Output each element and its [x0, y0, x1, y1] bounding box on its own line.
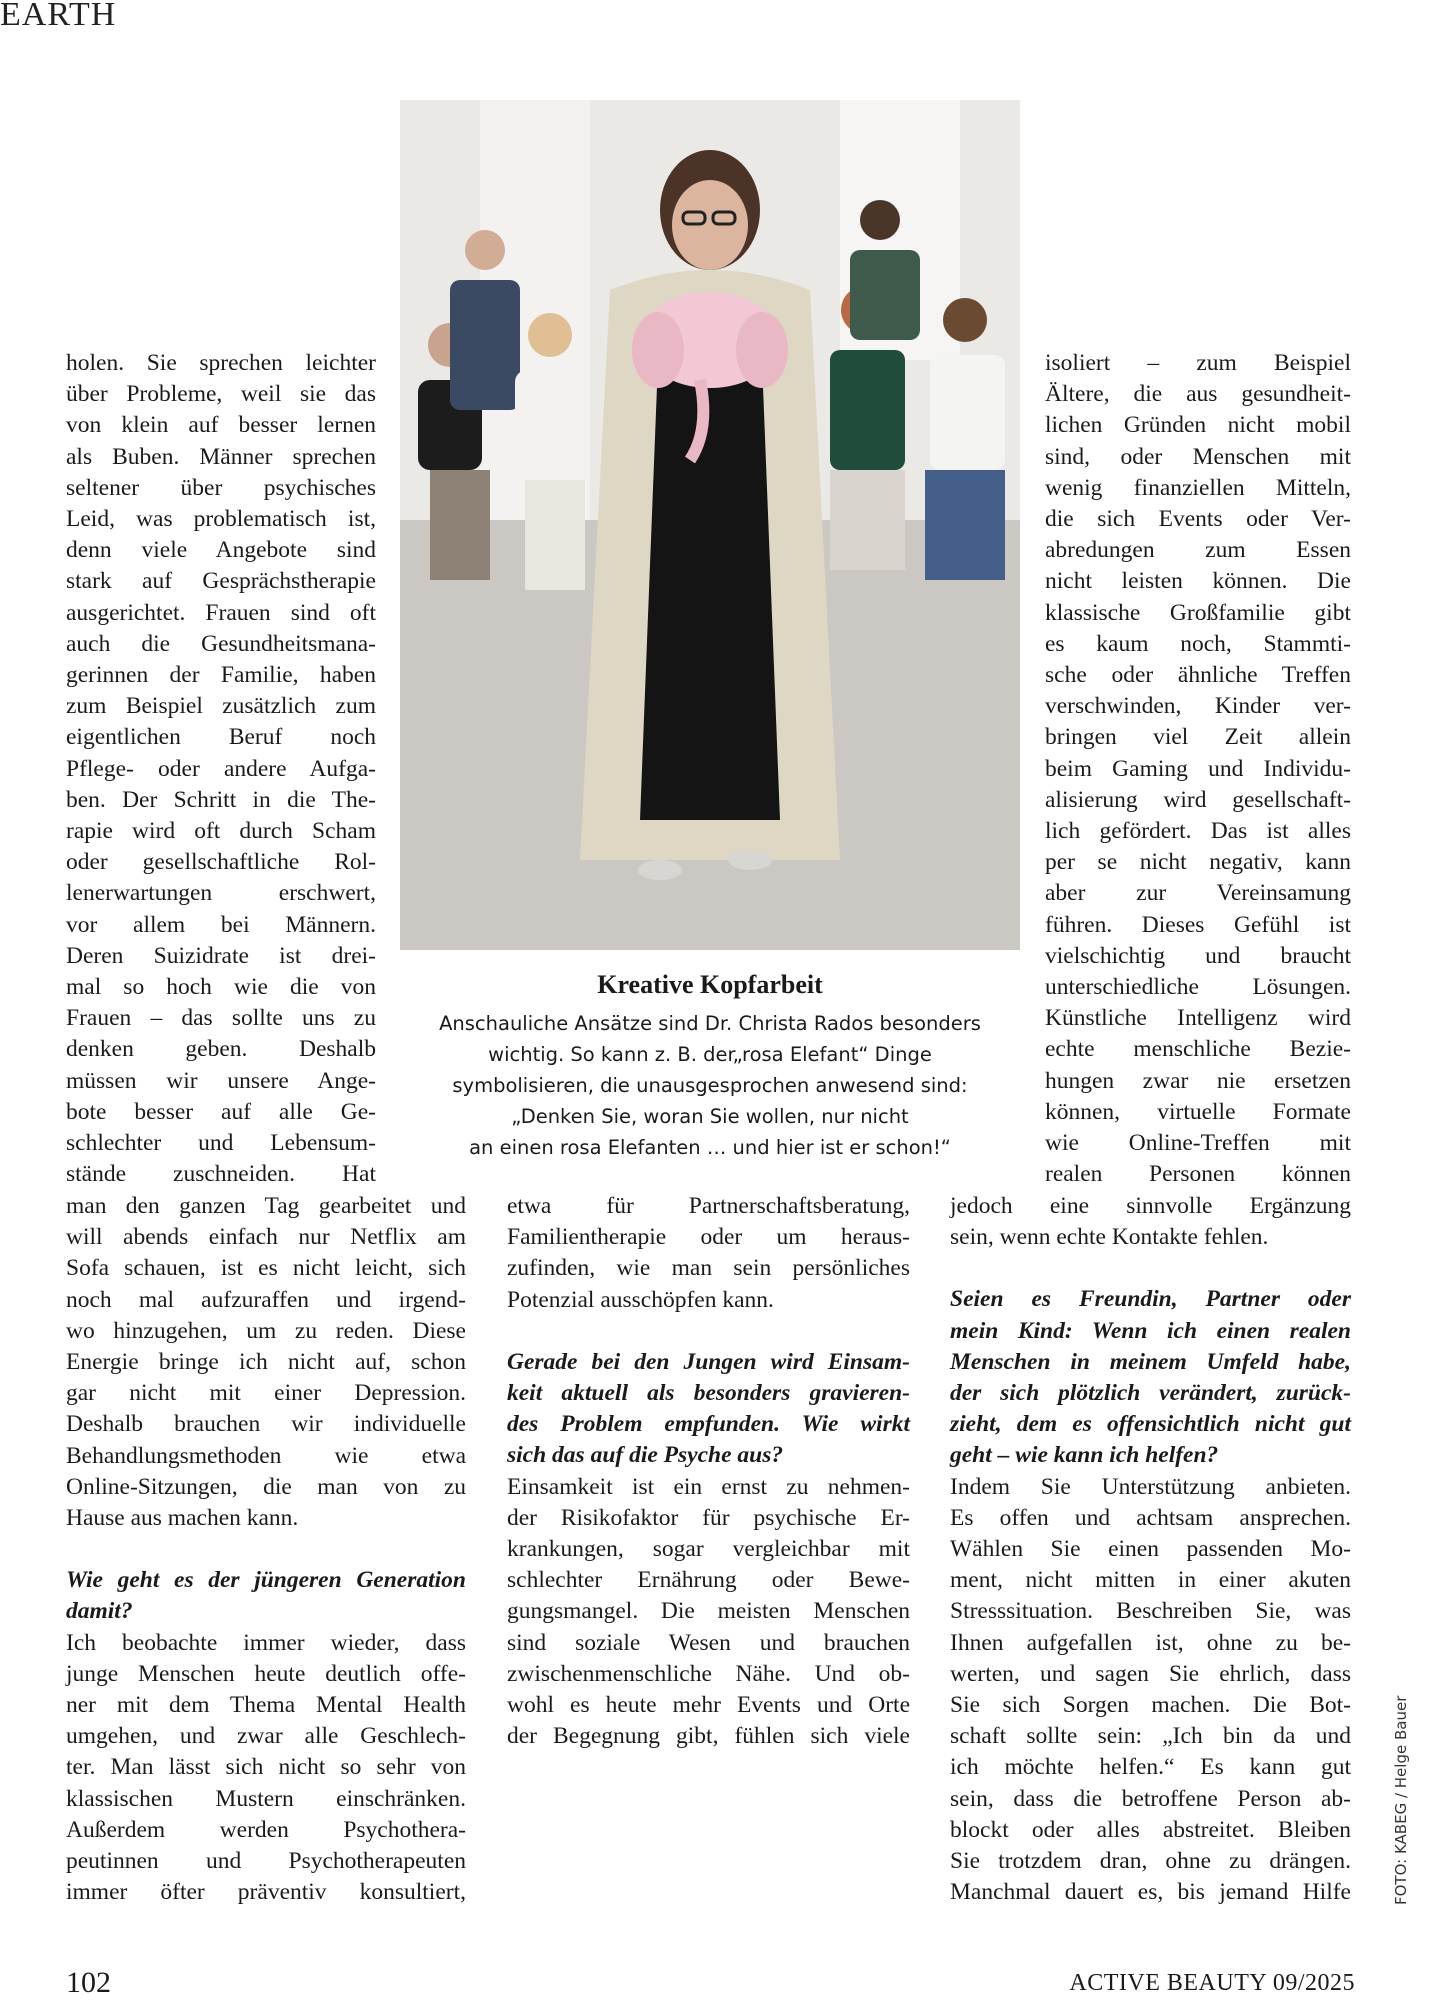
text-line: isoliert – zum Beispiel [1045, 350, 1351, 376]
text-line: denn viele Angebote sind [66, 537, 376, 564]
text-line: Ihnen aufgefallen ist, ohne zu be- [950, 1629, 1351, 1656]
text-line: müssen wir unsere Ange- [66, 1067, 376, 1094]
text-line: sein, wenn echte Kontakte fehlen. [950, 1224, 1269, 1251]
text-line: wohl es heute mehr Events und Orte [507, 1692, 910, 1719]
text-line: oder gesellschaftliche Rol- [66, 849, 376, 876]
text-line: auch die Gesundheitsmana- [66, 630, 376, 657]
text-line: mein Kind: Wenn ich einen realen [950, 1317, 1351, 1344]
text-line: Indem Sie Unterstützung anbieten. [950, 1473, 1351, 1500]
photo-credit: FOTO: KABEG / Helge Bauer [1392, 1695, 1410, 1905]
text-line: gerinnen der Familie, haben [66, 662, 376, 689]
column-2 [507, 1191, 910, 1752]
text-line: rapie wird oft durch Scham [66, 818, 376, 845]
interview-question [950, 1284, 1351, 1471]
text-line: Potenzial ausschöpfen kann. [507, 1286, 774, 1313]
photo-illustration [400, 100, 1020, 950]
text-line: klassischen Mustern einschränken. [66, 1785, 466, 1812]
text-line: per se nicht negativ, kann [1045, 849, 1351, 876]
text-line: werten, und sagen Sie ehrlich, dass [950, 1660, 1351, 1687]
text-line: gar nicht mit einer Depression. [66, 1380, 466, 1407]
text-line: keit aktuell als besonders gravieren- [507, 1380, 910, 1407]
text-line: Behandlungsmethoden wie etwa [66, 1442, 466, 1469]
text-line: Menschen in meinem Umfeld habe, [950, 1348, 1351, 1375]
text-line: etwa für Partnerschaftsberatung, [507, 1193, 910, 1219]
text-line: lenerwartungen erschwert, [66, 880, 376, 907]
text-line: blockt oder alles abstreitet. Bleiben [950, 1816, 1351, 1843]
text-line: über Probleme, weil sie das [66, 381, 376, 408]
text-line: ben. Der Schritt in die The- [66, 786, 376, 813]
text-line: bote besser auf alle Ge- [66, 1098, 376, 1125]
text-line: Es offen und achtsam ansprechen. [950, 1504, 1351, 1531]
text-line: Ich beobachte immer wieder, dass [66, 1629, 466, 1656]
text-line: es kaum noch, Stammti- [1045, 630, 1351, 657]
text-line: Manchmal dauert es, bis jemand Hilfe [950, 1879, 1351, 1906]
text-line: Stresssituation. Beschreiben Sie, was [950, 1598, 1351, 1625]
text-line: alisierung wird gesellschaft- [1045, 786, 1351, 813]
text-line: schaft sollte sein: „Ich bin da und [950, 1723, 1351, 1750]
text-line: zufinden, wie man sein persönliches [507, 1255, 910, 1282]
text-line: Hause aus machen kann. [66, 1505, 299, 1532]
text-line: verschwinden, Kinder ver- [1045, 693, 1351, 720]
text-line: der sich plötzlich verändert, zurück- [950, 1380, 1351, 1407]
text-line: ter. Man lässt sich nicht so sehr von [66, 1754, 466, 1781]
text-line: unterschiedliche Lösungen. [1045, 974, 1351, 1001]
text-line: gungsmangel. Die meisten Menschen [507, 1598, 910, 1625]
text-line: Deshalb brauchen wir individuelle [66, 1411, 466, 1438]
text-line: echte menschliche Bezie- [1045, 1036, 1351, 1063]
text-line: Energie bringe ich nicht auf, schon [66, 1349, 466, 1376]
text-line: denken geben. Deshalb [66, 1036, 376, 1063]
column-3-bottom [950, 1191, 1351, 1908]
column-1-top [66, 348, 376, 1190]
text-line: lich gefördert. Das ist alles [1045, 818, 1351, 845]
text-line: ner mit dem Thema Mental Health [66, 1692, 466, 1719]
text-line: krankungen, sogar vergleichbar mit [507, 1536, 910, 1563]
text-line: Leid, was problematisch ist, [66, 506, 376, 533]
text-line: seltener über psychisches [66, 474, 376, 501]
text-line: man den ganzen Tag gearbeitet und [66, 1193, 466, 1219]
text-line: Deren Suizidrate ist drei- [66, 942, 376, 969]
text-line: Wählen Sie einen passenden Mo- [950, 1536, 1351, 1563]
text-line: holen. Sie sprechen leichter [66, 350, 376, 376]
text-line: zum Beispiel zusätzlich zum [66, 693, 376, 720]
text-line: mal so hoch wie die von [66, 974, 376, 1001]
text-line: wo hinzugehen, um zu reden. Diese [66, 1317, 466, 1344]
caption-line: wichtig. So kann z. B. der„rosa Elefant“ Dinge [488, 1043, 932, 1066]
text-line: will abends einfach nur Netflix am [66, 1224, 466, 1251]
text-line: aber zur Vereinsamung [1045, 880, 1351, 907]
caption-title: Kreative Kopfarbeit [597, 970, 823, 999]
text-line: können, virtuelle Formate [1045, 1098, 1351, 1125]
text-line: Sie sich Sorgen machen. Die Bot- [950, 1692, 1351, 1719]
text-line: der Begegnung gibt, fühlen sich viele [507, 1723, 910, 1750]
column-1-bottom [66, 1191, 466, 1908]
caption-line: symbolisieren, die unausgesprochen anwesend sind: [452, 1074, 968, 1097]
text-line: damit? [66, 1598, 133, 1625]
text-line: ich möchte helfen.“ Es kann gut [950, 1754, 1351, 1781]
text-line: hungen zwar nie ersetzen [1045, 1067, 1351, 1094]
text-line: jedoch eine sinnvolle Ergänzung [950, 1193, 1351, 1219]
text-line: stände zuschneiden. Hat [66, 1161, 376, 1188]
caption-line: Anschauliche Ansätze sind Dr. Christa Rados besonders [439, 1012, 981, 1035]
text-line: Einsamkeit ist ein ernst zu nehmen- [507, 1473, 910, 1500]
text-line: Pflege- oder andere Aufga- [66, 755, 376, 782]
text-line: sich das auf die Psyche aus? [507, 1442, 784, 1469]
text-line: nicht leisten können. Die [1045, 568, 1351, 595]
text-line: der Risikofaktor für psychische Er- [507, 1504, 910, 1531]
text-line: von klein auf besser lernen [66, 412, 376, 439]
text-line: zieht, dem es offensichtlich nicht gut [950, 1411, 1351, 1438]
text-line: Wie geht es der jüngeren Generation [66, 1567, 466, 1594]
text-line: als Buben. Männer sprechen [66, 443, 376, 470]
text-line: sche oder ähnliche Treffen [1045, 662, 1351, 689]
text-line: vielschichtig und braucht [1045, 942, 1351, 969]
text-line: wenig finanziellen Mitteln, [1045, 474, 1351, 501]
text-line: peutinnen und Psychotherapeuten [66, 1848, 466, 1875]
text-line: beim Gaming und Individu- [1045, 755, 1351, 782]
text-line: junge Menschen heute deutlich offe- [66, 1660, 466, 1687]
interview-question [507, 1347, 910, 1472]
text-line: Familientherapie oder um heraus- [507, 1224, 910, 1251]
text-line: geht – wie kann ich helfen? [950, 1442, 1219, 1469]
photo-caption [410, 970, 1010, 1163]
text-line: wie Online-Treffen mit [1045, 1130, 1351, 1157]
text-line: realen Personen können [1045, 1161, 1351, 1188]
caption-line: „Denken Sie, woran Sie wollen, nur nicht [511, 1105, 909, 1128]
magazine-footer: ACTIVE BEAUTY 09/2025 [1069, 1970, 1355, 1996]
text-line: Künstliche Intelligenz wird [1045, 1005, 1351, 1032]
col1-narrow-text [66, 348, 376, 1190]
text-line: Außerdem werden Psychothera- [66, 1816, 466, 1843]
text-line: noch mal aufzuraffen und irgend- [66, 1286, 466, 1313]
text-line: eigentlichen Beruf noch [66, 724, 376, 751]
interview-question [66, 1565, 466, 1627]
text-line: sind soziale Wesen und brauchen [507, 1629, 910, 1656]
text-line: lichen Gründen nicht mobil [1045, 412, 1351, 439]
text-line: sind, oder Menschen mit [1045, 443, 1351, 470]
caption-line: an einen rosa Elefanten … und hier ist er schon!“ [469, 1136, 951, 1159]
text-line: Online-Sitzungen, die man von zu [66, 1473, 466, 1500]
text-line: schlechter und Lebensum- [66, 1130, 376, 1157]
text-line: Seien es Freundin, Partner oder [950, 1286, 1351, 1313]
text-line: vor allem bei Männern. [66, 911, 376, 938]
text-line: abredungen zum Essen [1045, 537, 1351, 564]
text-line: ment, nicht mitten in einer akuten [950, 1567, 1351, 1594]
text-line: die sich Events oder Ver- [1045, 506, 1351, 533]
text-line: Ältere, die aus gesundheit- [1045, 381, 1351, 408]
text-line: stark auf Gesprächstherapie [66, 568, 376, 595]
text-line: immer öfter präventiv konsultiert, [66, 1879, 466, 1906]
text-line: ausgerichtet. Frauen sind oft [66, 599, 376, 626]
article-photo [400, 100, 1020, 950]
text-line: des Problem empfunden. Wie wirkt [507, 1411, 910, 1438]
text-line: schlechter Ernährung oder Bewe- [507, 1567, 910, 1594]
text-line: Sie trotzdem dran, ohne zu drängen. [950, 1848, 1351, 1875]
page-number: 102 [66, 1966, 111, 1999]
text-line: klassische Großfamilie gibt [1045, 599, 1351, 626]
text-line: umgehen, und zwar alle Geschlech- [66, 1723, 466, 1750]
text-line: sein, dass die betroffene Person ab- [950, 1785, 1351, 1812]
text-line: Gerade bei den Jungen wird Einsam- [507, 1348, 910, 1375]
section-label: EARTH [0, 0, 117, 33]
text-line: Frauen – das sollte uns zu [66, 1005, 376, 1032]
column-3-top [1045, 348, 1351, 1190]
text-line: bringen viel Zeit allein [1045, 724, 1351, 751]
text-line: Sofa schauen, ist es nicht leicht, sich [66, 1255, 466, 1282]
text-line: führen. Dieses Gefühl ist [1045, 911, 1351, 938]
caption-text [410, 1008, 1010, 1163]
text-line: zwischenmenschliche Nähe. Und ob- [507, 1660, 910, 1687]
